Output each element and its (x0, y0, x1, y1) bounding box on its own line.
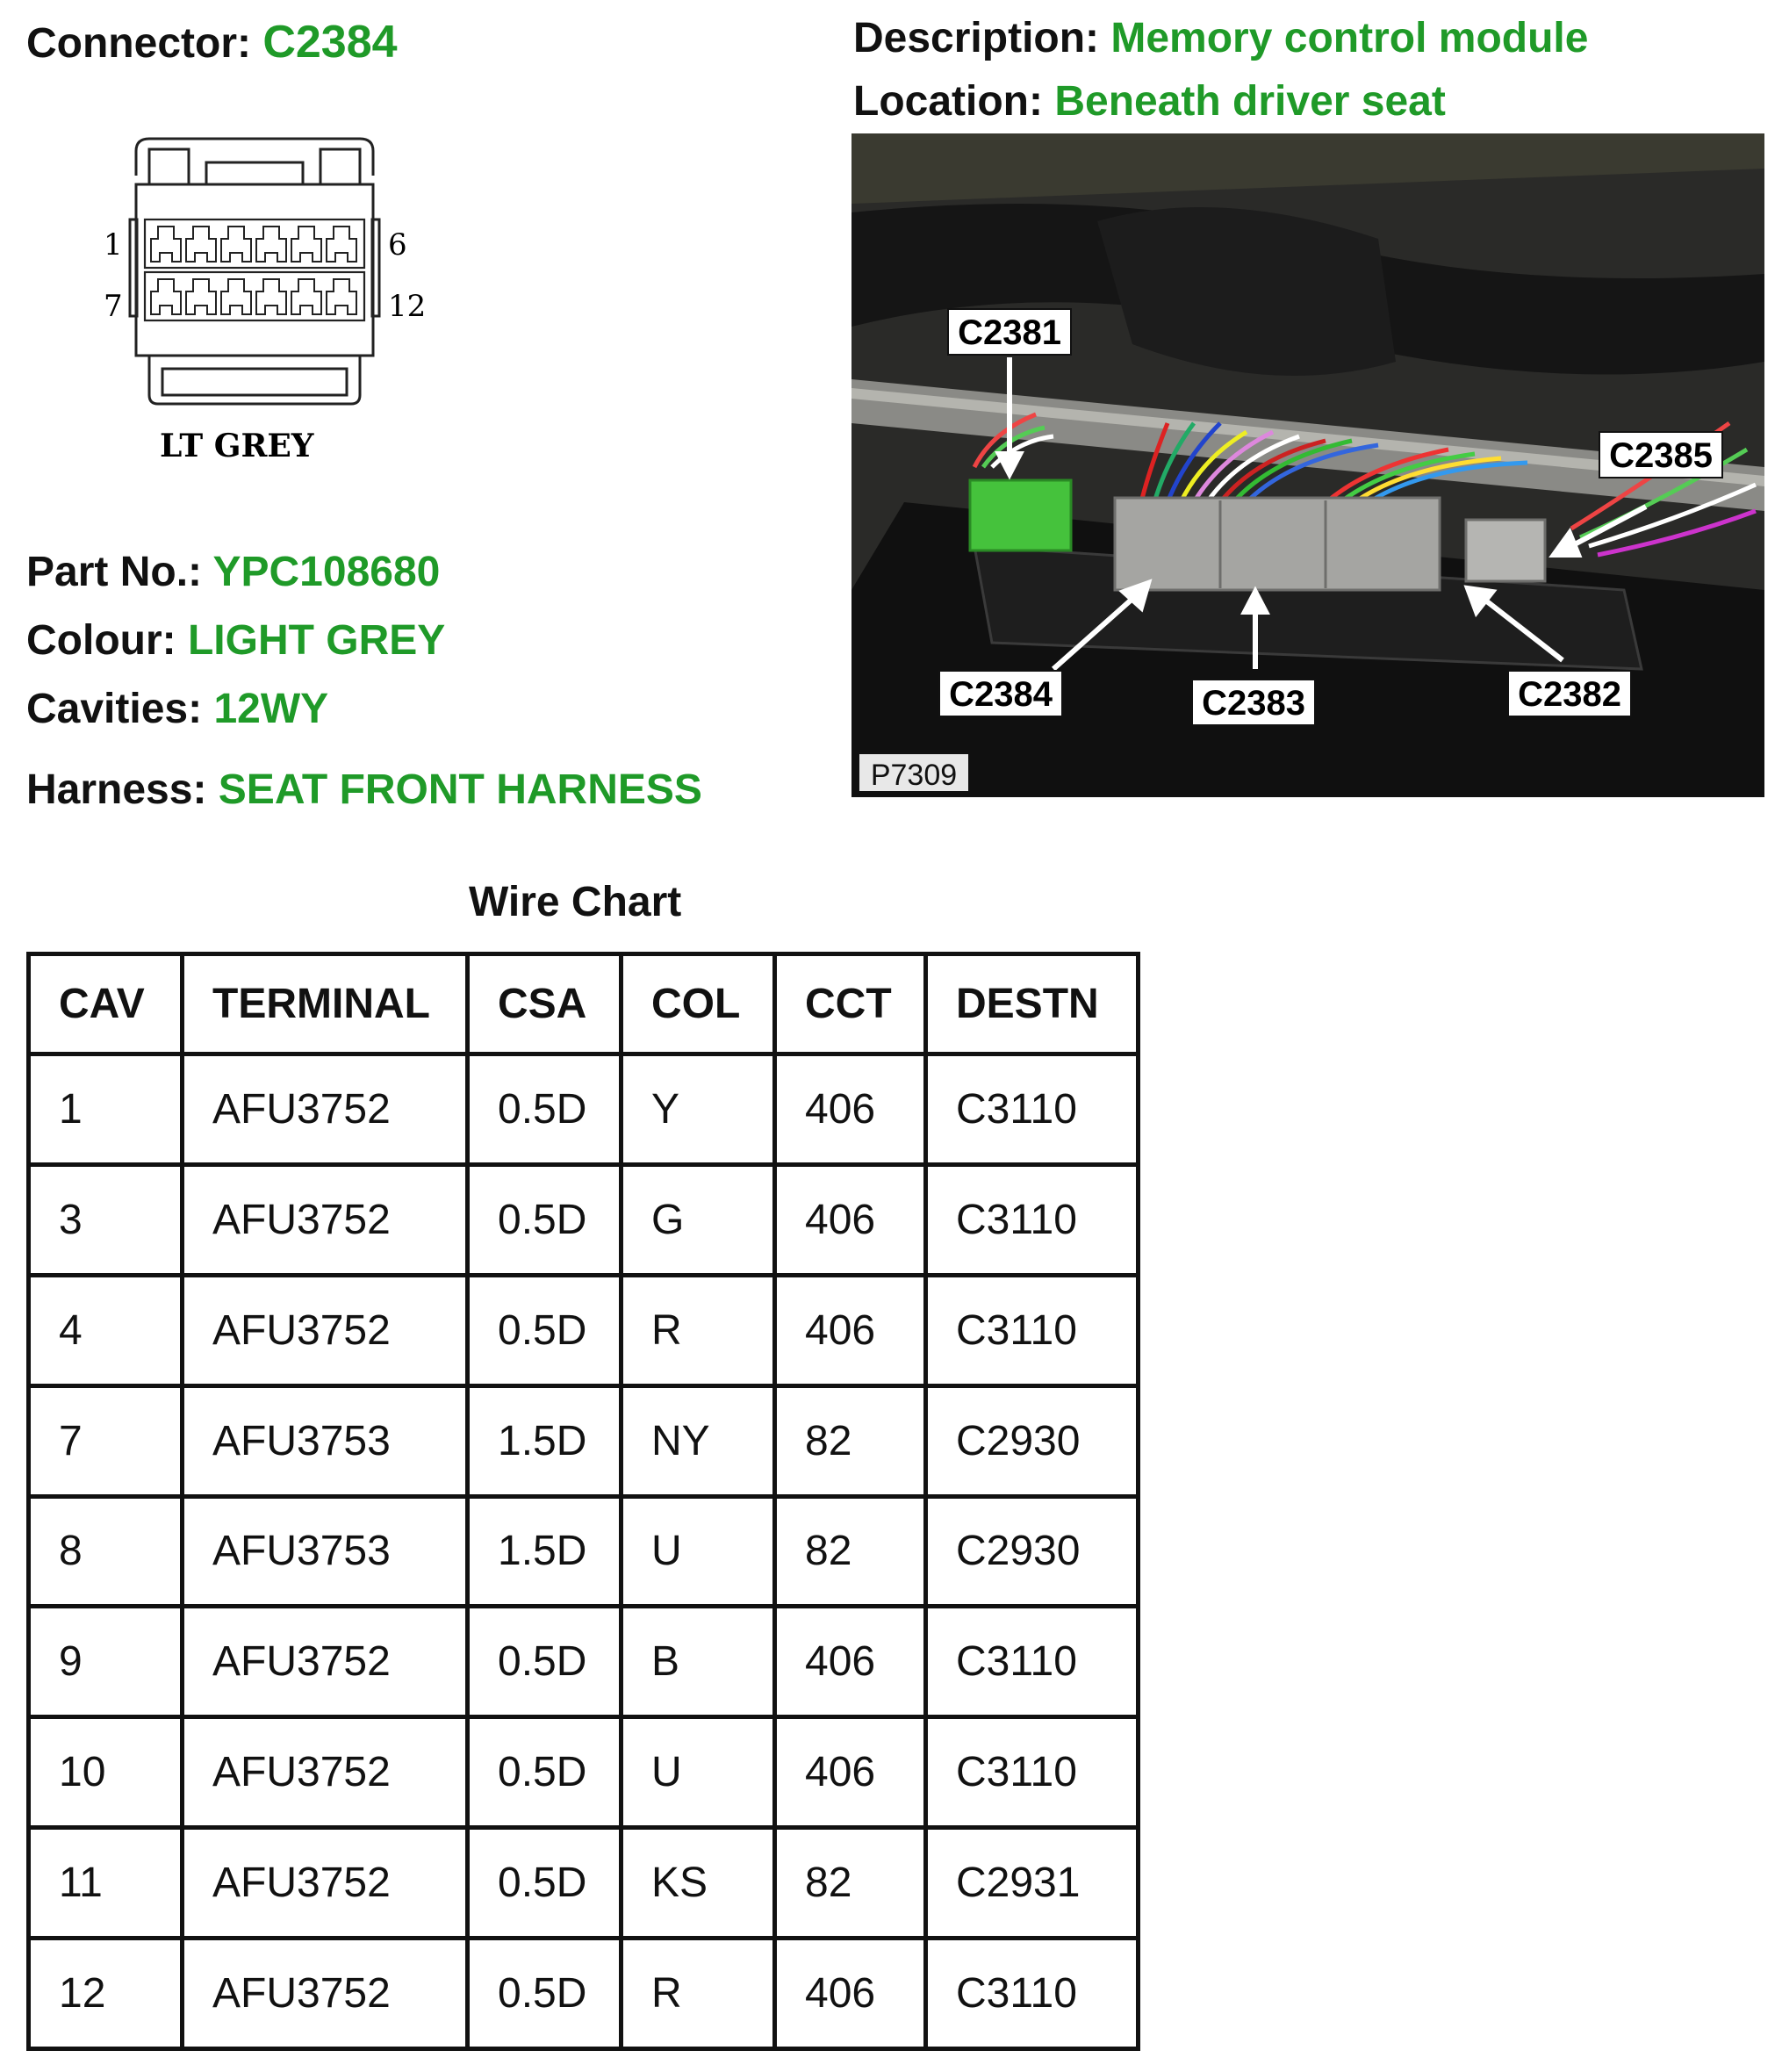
table-row (29, 1828, 1139, 1939)
callout-c2384: C2384 (949, 675, 1053, 714)
cell-destn: C3110 (926, 1717, 1139, 1828)
cell-terminal: AFU3752 (183, 1828, 468, 1939)
cell-csa: 0.5D (468, 1828, 622, 1939)
cell-csa: 1.5D (468, 1496, 622, 1607)
callout-c2381: C2381 (958, 313, 1061, 352)
cell-col: U (622, 1496, 775, 1607)
cell-terminal: AFU3753 (183, 1496, 468, 1607)
connector-value: C2384 (262, 17, 398, 68)
pin-label-1: 1 (104, 227, 123, 263)
connector-colour-caption: LT GREY (160, 428, 314, 464)
location-photo (851, 133, 1764, 797)
cavities-label (26, 688, 328, 730)
col-header-csa: CSA (468, 954, 622, 1054)
part-no-key: Part No.: (26, 549, 203, 595)
cell-col: KS (622, 1828, 775, 1939)
wire-chart-header-row (29, 954, 1139, 1054)
colour-label (26, 617, 446, 664)
description-label (853, 15, 1589, 61)
cell-csa: 0.5D (468, 1607, 622, 1717)
cell-col: G (622, 1164, 775, 1275)
cell-csa: 1.5D (468, 1385, 622, 1496)
location-value: Beneath driver seat (1054, 78, 1446, 125)
cell-destn: C2931 (926, 1828, 1139, 1939)
col-header-terminal: TERMINAL (183, 954, 468, 1054)
cell-destn: C3110 (926, 1164, 1139, 1275)
cell-cct: 406 (775, 1275, 926, 1385)
cell-destn: C2930 (926, 1496, 1139, 1607)
connector-label (26, 17, 398, 68)
cell-csa: 0.5D (468, 1164, 622, 1275)
cell-cct: 82 (775, 1496, 926, 1607)
cell-cav: 10 (29, 1717, 183, 1828)
cell-cav: 8 (29, 1496, 183, 1607)
cell-cav: 7 (29, 1385, 183, 1496)
cell-cav: 3 (29, 1164, 183, 1275)
cell-cct: 406 (775, 1717, 926, 1828)
callout-c2383: C2383 (1202, 684, 1305, 723)
cell-cct: 406 (775, 1939, 926, 2049)
cell-terminal: AFU3752 (183, 1275, 468, 1385)
cell-cav: 11 (29, 1828, 183, 1939)
colour-key: Colour: (26, 617, 176, 664)
cavities-value: 12WY (213, 686, 329, 732)
wire-chart-table (26, 952, 1140, 2051)
cell-cct: 82 (775, 1828, 926, 1939)
table-row (29, 1496, 1139, 1607)
cell-col: Y (622, 1054, 775, 1165)
cell-cav: 9 (29, 1607, 183, 1717)
cell-csa: 0.5D (468, 1054, 622, 1165)
cavities-key: Cavities: (26, 686, 203, 732)
pin-label-12: 12 (388, 289, 427, 324)
cell-destn: C2930 (926, 1385, 1139, 1496)
cell-col: U (622, 1717, 775, 1828)
colour-value: LIGHT GREY (187, 617, 446, 664)
table-row (29, 1054, 1139, 1165)
cell-destn: C3110 (926, 1275, 1139, 1385)
cell-terminal: AFU3752 (183, 1939, 468, 2049)
col-header-cav: CAV (29, 954, 183, 1054)
cell-csa: 0.5D (468, 1939, 622, 2049)
part-no-label (26, 551, 440, 594)
cell-terminal: AFU3752 (183, 1054, 468, 1165)
cell-cav: 12 (29, 1939, 183, 2049)
cell-col: B (622, 1607, 775, 1717)
table-row (29, 1939, 1139, 2049)
cell-col: NY (622, 1385, 775, 1496)
cell-terminal: AFU3752 (183, 1164, 468, 1275)
table-row (29, 1385, 1139, 1496)
harness-value: SEAT FRONT HARNESS (218, 766, 702, 813)
harness-key: Harness: (26, 766, 207, 813)
cell-col: R (622, 1939, 775, 2049)
description-value: Memory control module (1110, 15, 1589, 61)
pin-label-7: 7 (104, 289, 123, 324)
cell-cct: 406 (775, 1607, 926, 1717)
harness-label (26, 766, 702, 813)
callout-c2382: C2382 (1518, 675, 1621, 714)
cell-destn: C3110 (926, 1939, 1139, 2049)
cell-destn: C3110 (926, 1054, 1139, 1165)
pin-label-6: 6 (388, 227, 407, 263)
table-row (29, 1164, 1139, 1275)
table-row (29, 1717, 1139, 1828)
table-row (29, 1275, 1139, 1385)
cell-col: R (622, 1275, 775, 1385)
cell-cav: 4 (29, 1275, 183, 1385)
cell-cav: 1 (29, 1054, 183, 1165)
cell-destn: C3110 (926, 1607, 1139, 1717)
cell-csa: 0.5D (468, 1717, 622, 1828)
cell-terminal: AFU3752 (183, 1607, 468, 1717)
table-row (29, 1607, 1139, 1717)
wire-chart-title: Wire Chart (469, 879, 682, 925)
description-key: Description: (853, 15, 1100, 61)
cell-cct: 406 (775, 1054, 926, 1165)
col-header-cct: CCT (775, 954, 926, 1054)
cell-cct: 406 (775, 1164, 926, 1275)
connector-diagram (97, 132, 427, 474)
location-label (853, 78, 1446, 125)
callout-c2385: C2385 (1609, 436, 1713, 475)
connector-key: Connector: (26, 20, 251, 67)
photo-ref: P7309 (870, 759, 958, 792)
cell-terminal: AFU3752 (183, 1717, 468, 1828)
cell-terminal: AFU3753 (183, 1385, 468, 1496)
col-header-col: COL (622, 954, 775, 1054)
location-key: Location: (853, 78, 1043, 125)
col-header-destn: DESTN (926, 954, 1139, 1054)
cell-cct: 82 (775, 1385, 926, 1496)
cell-csa: 0.5D (468, 1275, 622, 1385)
part-no-value: YPC108680 (212, 549, 441, 595)
